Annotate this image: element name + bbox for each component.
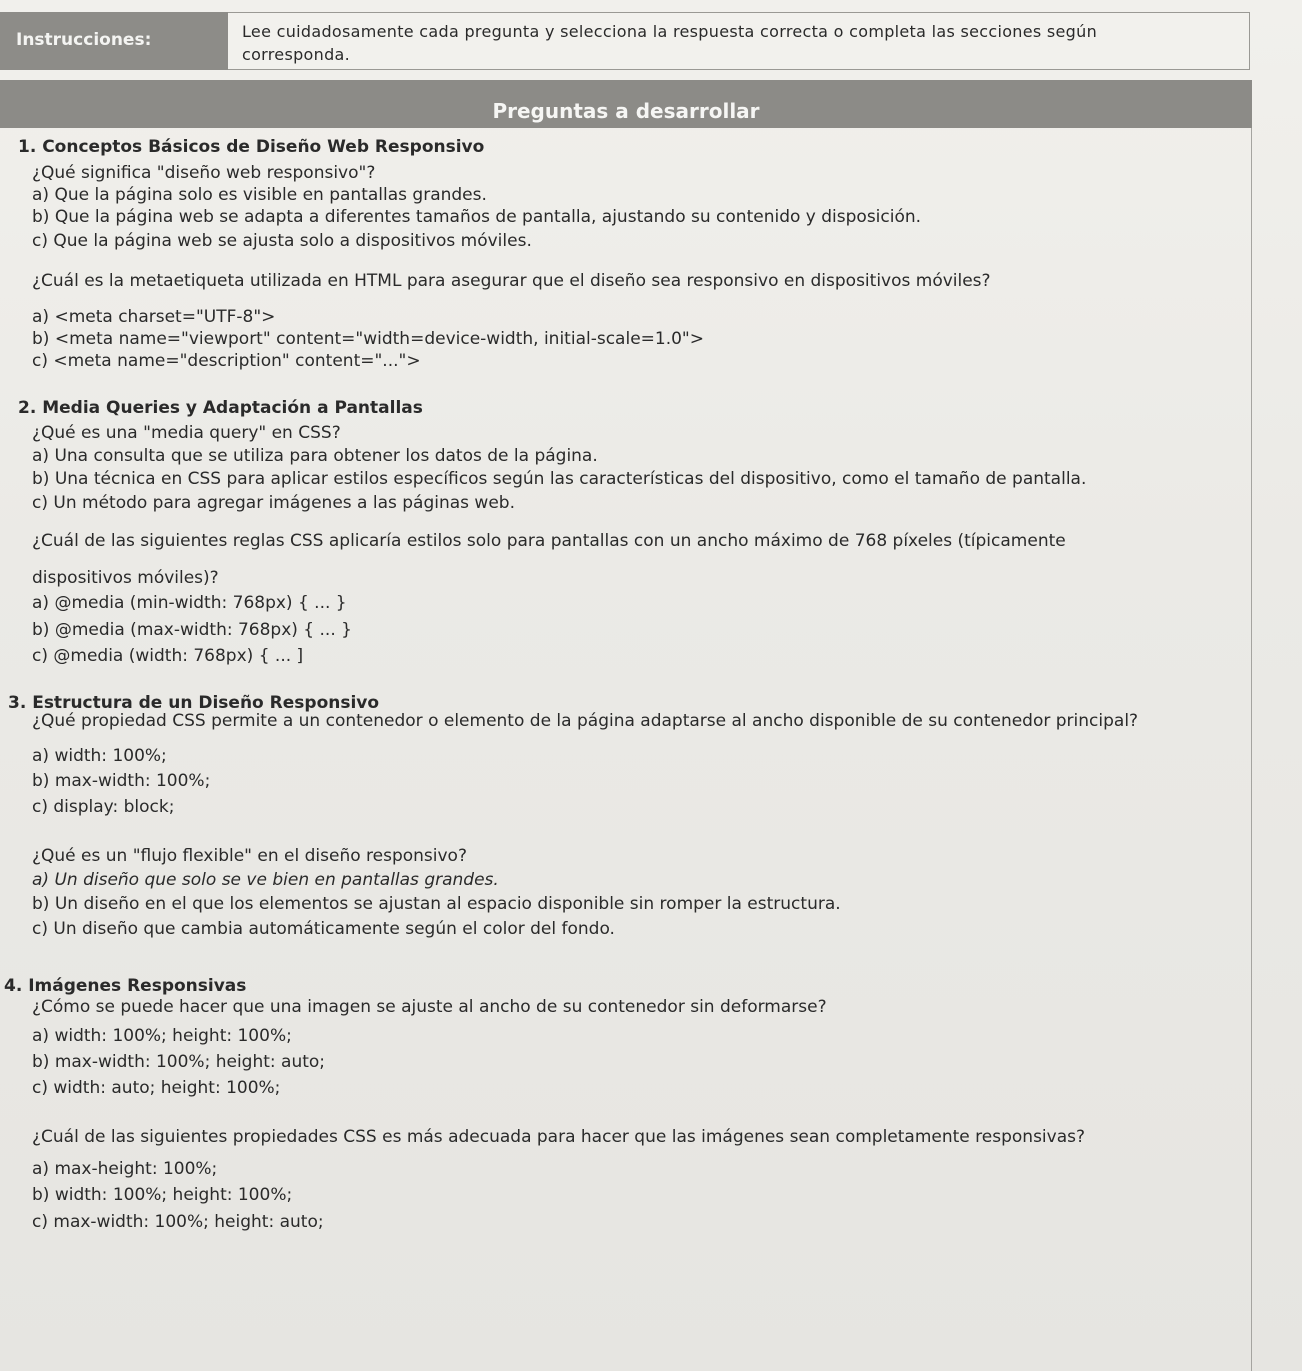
option-3-2-b[interactable]: b) Un diseño en el que los elementos se ajustan al espacio disponible sin romper la estructura. [32, 894, 841, 914]
option-1-2-b[interactable]: b) <meta name="viewport" content="width=device-width, initial-scale=1.0"> [32, 329, 704, 349]
option-4-1-a[interactable]: a) width: 100%; height: 100%; [32, 1026, 292, 1046]
question-2-2-line1: ¿Cuál de las siguientes reglas CSS aplicaría estilos solo para pantallas con un ancho máximo de 768 píxeles (típicamente [32, 531, 1066, 551]
option-1-1-c[interactable]: c) Que la página web se ajusta solo a dispositivos móviles. [32, 231, 532, 251]
option-4-2-b[interactable]: b) width: 100%; height: 100%; [32, 1185, 293, 1205]
option-3-1-b[interactable]: b) max-width: 100%; [32, 771, 211, 791]
instructions-text-line2: corresponda. [242, 45, 351, 64]
question-2-2-line2: dispositivos móviles)? [32, 568, 219, 588]
section-heading-1: 1. Conceptos Básicos de Diseño Web Responsivo [18, 137, 485, 157]
option-4-2-a[interactable]: a) max-height: 100%; [32, 1159, 218, 1179]
option-3-2-c[interactable]: c) Un diseño que cambia automáticamente según el color del fondo. [32, 919, 615, 939]
option-1-1-a[interactable]: a) Que la página solo es visible en pantallas grandes. [32, 185, 487, 205]
option-4-1-b[interactable]: b) max-width: 100%; height: auto; [32, 1052, 326, 1072]
option-2-2-b[interactable]: b) @media (max-width: 768px) { ... } [32, 620, 352, 640]
option-1-2-c[interactable]: c) <meta name="description" content="..."> [32, 351, 421, 371]
option-2-1-a[interactable]: a) Una consulta que se utiliza para obtener los datos de la página. [32, 446, 598, 466]
question-4-2: ¿Cuál de las siguientes propiedades CSS es más adecuada para hacer que las imágenes sean completamente responsivas? [32, 1127, 1086, 1147]
option-3-1-a[interactable]: a) width: 100%; [32, 746, 167, 766]
question-3-2: ¿Qué es un "flujo flexible" en el diseño responsivo? [32, 846, 467, 866]
question-1-1: ¿Qué significa "diseño web responsivo"? [32, 163, 376, 183]
question-4-1: ¿Cómo se puede hacer que una imagen se ajuste al ancho de su contenedor sin deformarse? [32, 997, 827, 1017]
section-heading-2: 2. Media Queries y Adaptación a Pantallas [18, 398, 423, 418]
section-heading-4: 4. Imágenes Responsivas [4, 976, 247, 996]
question-2-1: ¿Qué es una "media query" en CSS? [32, 423, 341, 443]
option-3-1-c[interactable]: c) display: block; [32, 797, 175, 817]
section-heading-3: 3. Estructura de un Diseño Responsivo [8, 693, 380, 713]
option-2-1-c[interactable]: c) Un método para agregar imágenes a las páginas web. [32, 493, 515, 513]
option-4-2-c[interactable]: c) max-width: 100%; height: auto; [32, 1212, 324, 1232]
option-1-1-b[interactable]: b) Que la página web se adapta a diferentes tamaños de pantalla, ajustando su contenido y disposición. [32, 207, 922, 227]
instructions-row [0, 12, 1250, 70]
section-banner [0, 80, 1252, 128]
option-2-1-b[interactable]: b) Una técnica en CSS para aplicar estilos específicos según las características del dispositivo, como el tamaño de pantalla. [32, 469, 1087, 489]
question-1-2: ¿Cuál es la metaetiqueta utilizada en HTML para asegurar que el diseño sea responsivo en dispositivos móviles? [32, 271, 991, 291]
option-3-2-a[interactable]: a) Un diseño que solo se ve bien en pantallas grandes. [32, 870, 499, 890]
instructions-label: Instrucciones: [0, 12, 228, 70]
option-2-2-a[interactable]: a) @media (min-width: 768px) { ... } [32, 593, 347, 613]
instructions-text-line1: Lee cuidadosamente cada pregunta y selecciona la respuesta correcta o completa las secciones según [242, 22, 1098, 41]
banner-title: Preguntas a desarrollar [492, 99, 760, 123]
option-4-1-c[interactable]: c) width: auto; height: 100%; [32, 1078, 281, 1098]
question-3-1: ¿Qué propiedad CSS permite a un contenedor o elemento de la página adaptarse al ancho disponible de su contenedor principal? [32, 711, 1139, 731]
option-2-2-c[interactable]: c) @media (width: 768px) { ... ] [32, 646, 304, 666]
option-1-2-a[interactable]: a) <meta charset="UTF-8"> [32, 307, 276, 327]
instructions-text [228, 12, 1250, 70]
